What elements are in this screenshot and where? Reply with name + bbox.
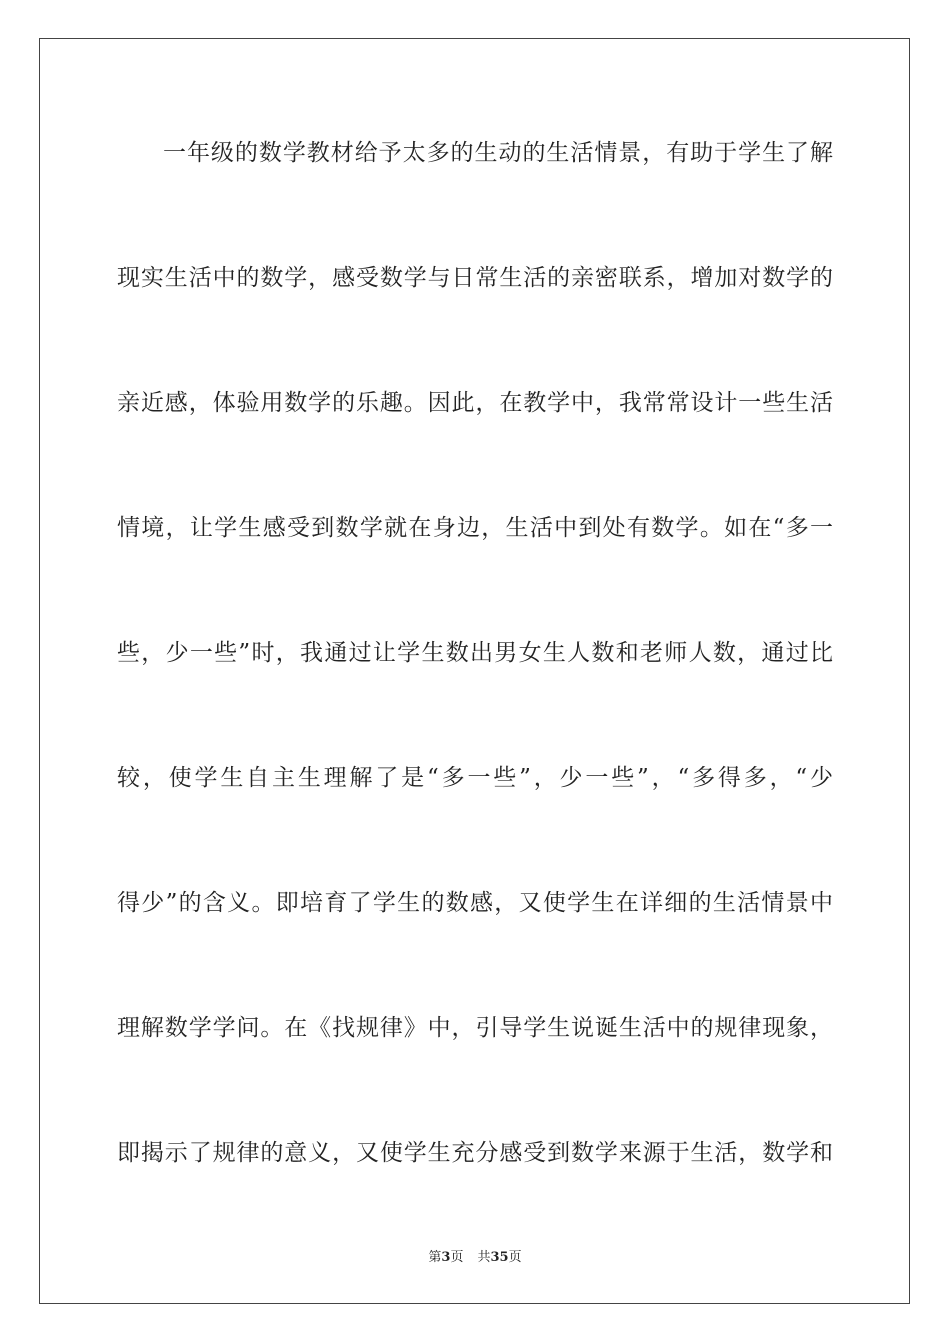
paragraph-line-8: 理解数学学问。在《找规律》中，引导学生说诞生活中的规律现象， <box>117 1015 833 1041</box>
paragraph-line-2: 现实生活中的数学，感受数学与日常生活的亲密联系，增加对数学的 <box>117 265 833 291</box>
page-footer <box>0 1250 950 1266</box>
total-pages: 35 <box>490 1250 509 1265</box>
paragraph-line-3: 亲近感，体验用数学的乐趣。因此，在教学中，我常常设计一些生活 <box>117 390 833 416</box>
page-number: 3 <box>441 1250 451 1265</box>
total-prefix: 共 <box>477 1250 491 1265</box>
page-prefix: 第 <box>428 1250 442 1265</box>
paragraph-line-5: 些，少一些”时，我通过让学生数出男女生人数和老师人数，通过比 <box>117 640 833 666</box>
page-border <box>39 38 910 1304</box>
page-suffix: 页 <box>450 1250 464 1265</box>
paragraph-line-9: 即揭示了规律的意义，又使学生充分感受到数学来源于生活，数学和 <box>117 1140 833 1166</box>
paragraph-line-7: 得少”的含义。即培育了学生的数感，又使学生在详细的生活情景中 <box>117 890 833 916</box>
paragraph-line-1: 一年级的数学教材给予太多的生动的生活情景，有助于学生了解 <box>163 140 833 166</box>
paragraph-line-6: 较，使学生自主生理解了是“多一些”，少一些”，“多得多，“少 <box>117 765 833 791</box>
total-suffix: 页 <box>508 1250 522 1265</box>
paragraph-line-4: 情境，让学生感受到数学就在身边，生活中到处有数学。如在“多一 <box>117 515 833 541</box>
